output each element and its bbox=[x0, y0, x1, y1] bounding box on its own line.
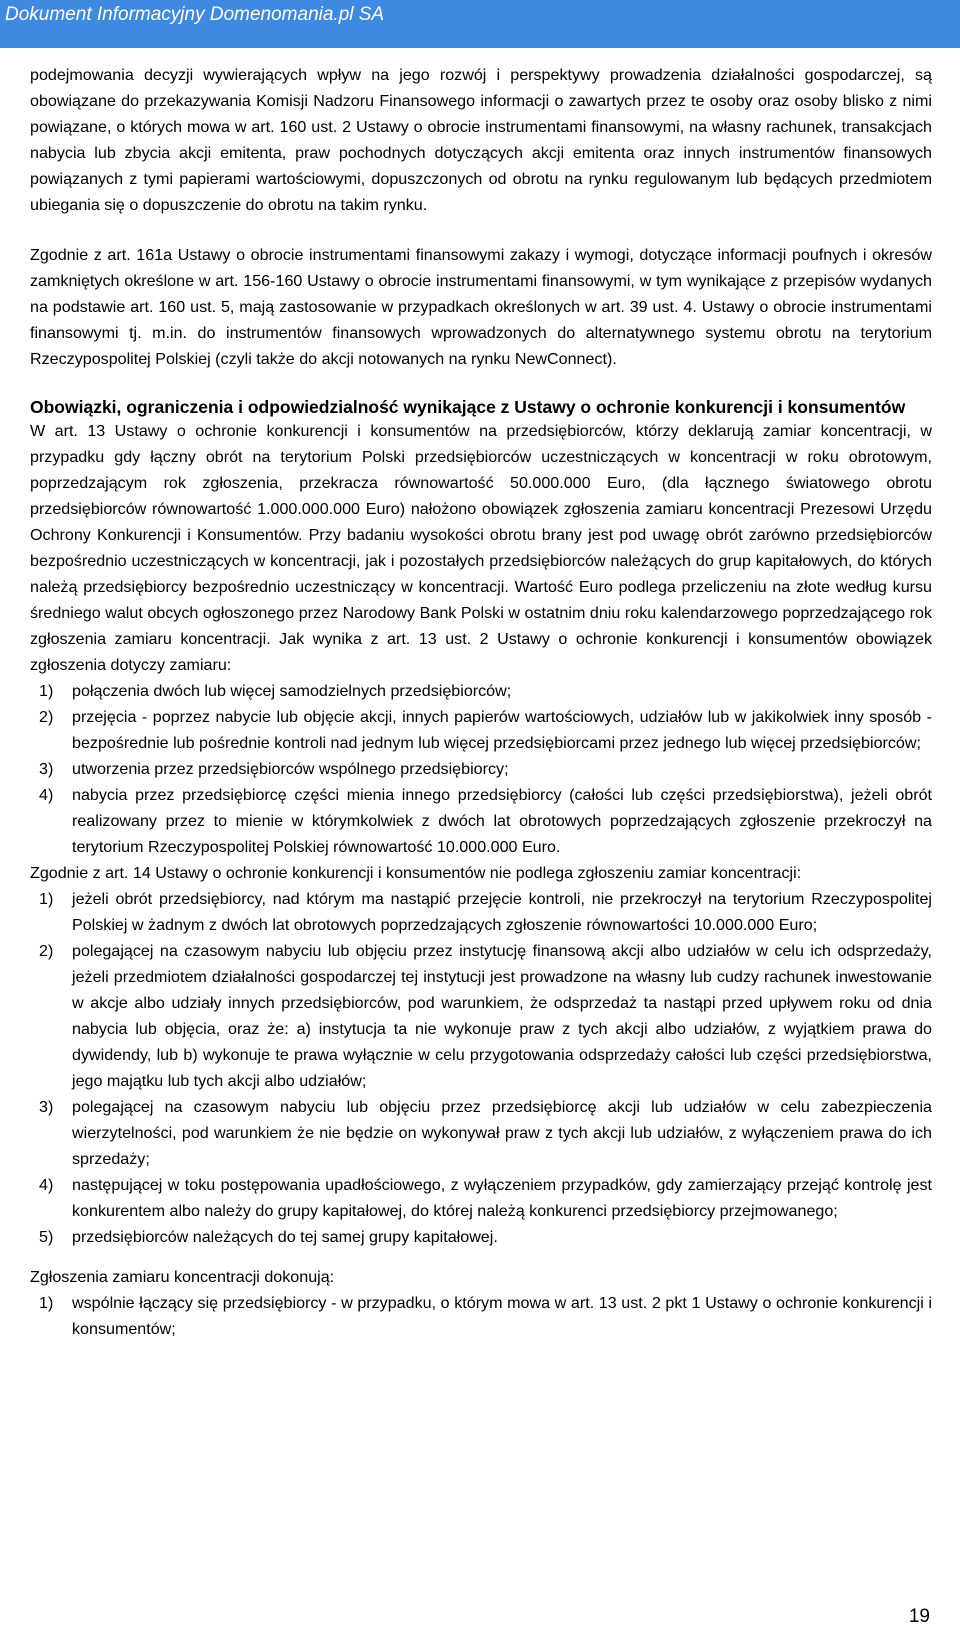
list-item: 1) wspólnie łączący się przedsiębiorcy - w przypadku, o którym mowa w art. 13 ust. 2 pkt 1 Ustawy o ochronie konkurencji i konsumentów; bbox=[39, 1294, 932, 1338]
list-item: 3) polegającej na czasowym nabyciu lub objęciu przez przedsiębiorcę akcji lub udziałów w celu zabezpieczenia wierzytelności, pod warunkiem że nie będzie on wykonywał praw z tych akcji lub udziałów, z wyłączeniem prawa do ich sprzedaży; bbox=[39, 1098, 932, 1168]
section-heading-competition: Obowiązki, ograniczenia i odpowiedzialność wynikające z Ustawy o ochronie konkurencji i konsumentów bbox=[30, 397, 906, 417]
document-body bbox=[30, 62, 932, 1342]
list-item: 4) nabycia przez przedsiębiorcę części mienia innego przedsiębiorcy (całości lub części przedsiębiorstwa), jeżeli obrót realizowany przez to mienie w którymkolwiek z dwóch lat obrotowych poprzedzających zgłoszenie przekroczył na terytorium Rzeczypospolitej Polskiej równowartość 10.000.000 Euro. bbox=[39, 786, 932, 856]
list-item: 2) przejęcia - poprzez nabycie lub objęcie akcji, innych papierów wartościowych, udziałów lub w jakikolwiek inny sposób - bezpośrednie lub pośrednie kontroli nad jednym lub więcej przedsiębiorcami przez jednego lub więcej przedsiębiorców; bbox=[39, 708, 932, 752]
paragraph-art-161a: Zgodnie z art. 161a Ustawy o obrocie instrumentami finansowymi zakazy i wymogi, dotyczące informacji poufnych i okresów zamkniętych określone w art. 156-160 Ustawy o obrocie instrumentami finansowymi, w tym wynikające z przepisów wydanych na podstawie art. 160 ust. 5, mają zastosowanie w przypadkach określonych w art. 39 ust. 4. Ustawy o obrocie instrumentami finansowymi tj. m.in. do instrumentów finansowych wprowadzonych do alternatywnego systemu obrotu na terytorium Rzeczypospolitej Polskiej (czyli także do akcji notowanych na rynku NewConnect). bbox=[30, 246, 932, 368]
paragraph-art-14: Zgodnie z art. 14 Ustawy o ochronie konkurencji i konsumentów nie podlega zgłoszeniu zamiar koncentracji: bbox=[30, 864, 802, 882]
list-item: 4) następującej w toku postępowania upadłościowego, z wyłączeniem przypadków, gdy zamierzający przejąć kontrolę jest konkurentem albo należy do grupy kapitałowej, do której należą konkurenci przedsiębiorcy przejmowanego; bbox=[39, 1176, 932, 1220]
paragraph-notification-parties: Zgłoszenia zamiaru koncentracji dokonują: bbox=[30, 1268, 335, 1286]
paragraph-art-13: W art. 13 Ustawy o ochronie konkurencji i konsumentów na przedsiębiorców, którzy deklarują zamiar koncentracji, w przypadku gdy łączny obrót na terytorium Polski przedsiębiorców uczestniczących w koncentracji w roku obrotowym, poprzedzającym rok zgłoszenia, przekracza równowartość 50.000.000 Euro, (dla łącznego światowego obrotu przedsiębiorców równowartość 1.000.000.000 Euro) nałożono obowiązek zgłoszenia zamiaru koncentracji Prezesowi Urzędu Ochrony Konkurencji i Konsumentów. Przy badaniu wysokości obrotu brany jest pod uwagę obrót zarówno przedsiębiorców bezpośrednio uczestniczących w koncentracji, jak i pozostałych przedsiębiorców należących do grup kapitałowych, do których należą przedsiębiorcy bezpośrednio uczestniczący w koncentracji. Wartość Euro podlega przeliczeniu na złote według kursu średniego walut obcych ogłoszonego przez Narodowy Bank Polski w ostatnim dniu roku kalendarzowego poprzedzającego rok zgłoszenia zamiaru koncentracji. Jak wynika z art. 13 ust. 2 Ustawy o ochronie konkurencji i konsumentów obowiązek zgłoszenia dotyczy zamiaru: bbox=[30, 422, 932, 674]
exemption-list bbox=[30, 886, 932, 1250]
list-item: 1) połączenia dwóch lub więcej samodzielnych przedsiębiorców; bbox=[39, 682, 512, 700]
list-item: 5) przedsiębiorców należących do tej samej grupy kapitałowej. bbox=[39, 1228, 498, 1246]
notifier-list bbox=[30, 1290, 932, 1342]
concentration-list bbox=[30, 678, 932, 860]
list-item: 3) utworzenia przez przedsiębiorców wspólnego przedsiębiorcy; bbox=[39, 760, 509, 778]
paragraph-insider-reporting: podejmowania decyzji wywierających wpływ na jego rozwój i perspektywy prowadzenia działalności gospodarczej, są obowiązane do przekazywania Komisji Nadzoru Finansowego informacji o zawartych przez te osoby oraz osoby blisko z nimi powiązane, o których mowa w art. 160 ust. 2 Ustawy o obrocie instrumentami finansowymi, na własny rachunek, transakcjach nabycia lub zbycia akcji emitenta, praw pochodnych dotyczących akcji emitenta oraz innych instrumentów finansowych powiązanych z tymi papierami wartościowymi, dopuszczonych od obrotu na rynku regulowanym lub będących przedmiotem ubiegania się o dopuszczenie do obrotu na takim rynku. bbox=[30, 66, 932, 214]
page-number: 19 bbox=[908, 1606, 930, 1627]
list-item: 2) polegającej na czasowym nabyciu lub objęciu przez instytucję finansową akcji albo udziałów w celu ich odsprzedaży, jeżeli przedmiotem działalności gospodarczej tej instytucji jest prowadzone na własny lub cudzy rachunek inwestowanie w akcje albo udziały innych przedsiębiorców, pod warunkiem, że odsprzedaż ta nastąpi przed upływem roku od dnia nabycia lub objęcia, oraz że: a) instytucja ta nie wykonuje praw z tych akcji albo udziałów, z wyjątkiem prawa do dywidendy, lub b) wykonuje te prawa wyłącznie w celu przygotowania odsprzedaży całości lub części przedsiębiorstwa, jego majątku lub tych akcji albo udziałów; bbox=[39, 942, 932, 1090]
list-item: 1) jeżeli obrót przedsiębiorcy, nad którym ma nastąpić przejęcie kontroli, nie przekroczył na terytorium Rzeczypospolitej Polskiej w żadnym z dwóch lat obrotowych poprzedzających zgłoszenie równowartości 10.000.000 Euro; bbox=[39, 890, 932, 934]
document-title: Dokument Informacyjny Domenomania.pl SA bbox=[5, 4, 385, 25]
document-header-banner bbox=[0, 0, 960, 48]
